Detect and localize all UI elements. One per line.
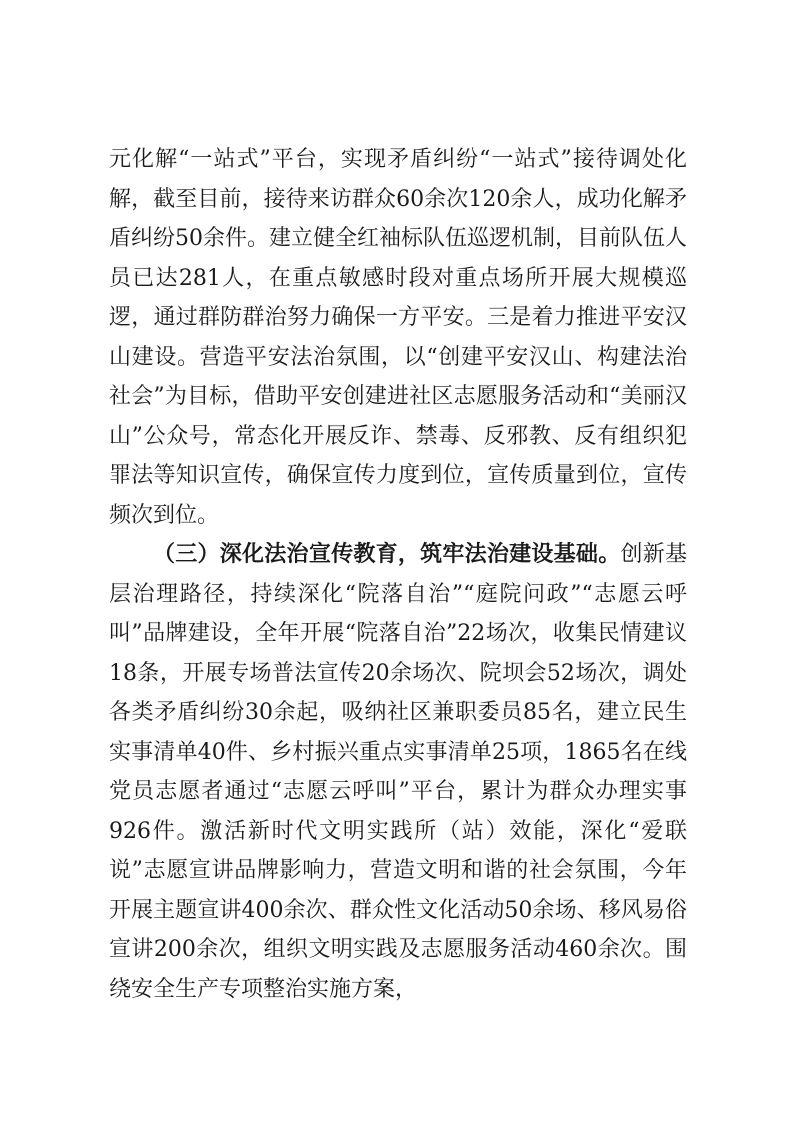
paragraph-2-body: 创新基层治理路径，持续深化“院落自治”“庭院问政”“志愿云呼叫”品牌建设，全年开展“院落自治”22场次，收集民情建议18条，开展专场普法宣传20余场次、院坝会52场次，调处各类矛盾纠纷30余起，吸纳社区兼职委员85名，建立民生实事清单40件、乡村振兴重点实事清单25项，1865名在线党员志愿者通过“志愿云呼叫”平台，累计为群众办理实事926件。激活新时代文明实践所（站）效能，深化“爱联说”志愿宣讲品牌影响力，营造文明和谐的社会氛围，今年开展主题宣讲400余次、群众性文化活动50余场、移风易俗宣讲200余次，组织文明实践及志愿服务活动460余次。围绕安全生产专项整治实施方案， [109,542,687,1002]
section-heading: （三）深化法治宣传教育，筑牢法治建设基础。 [153,541,621,567]
document-body [109,140,687,1009]
paragraph-1: 元化解“一站式”平台，实现矛盾纠纷“一站式”接待调处化解，截至目前，接待来访群众60余次120余人，成功化解矛盾纠纷50余件。建立健全红袖标队伍巡逻机制，目前队伍人员已达281人，在重点敏感时段对重点场所开展大规模巡逻，通过群防群治努力确保一方平安。三是着力推进平安汉山建设。营造平安法治氛围，以“创建平安汉山、构建法治社会”为目标，借助平安创建进社区志愿服务活动和“美丽汉山”公众号，常态化开展反诈、禁毒、反邪教、反有组织犯罪法等知识宣传，确保宣传力度到位，宣传质量到位，宣传频次到位。 [109,147,687,528]
paragraph-2 [109,535,687,1009]
